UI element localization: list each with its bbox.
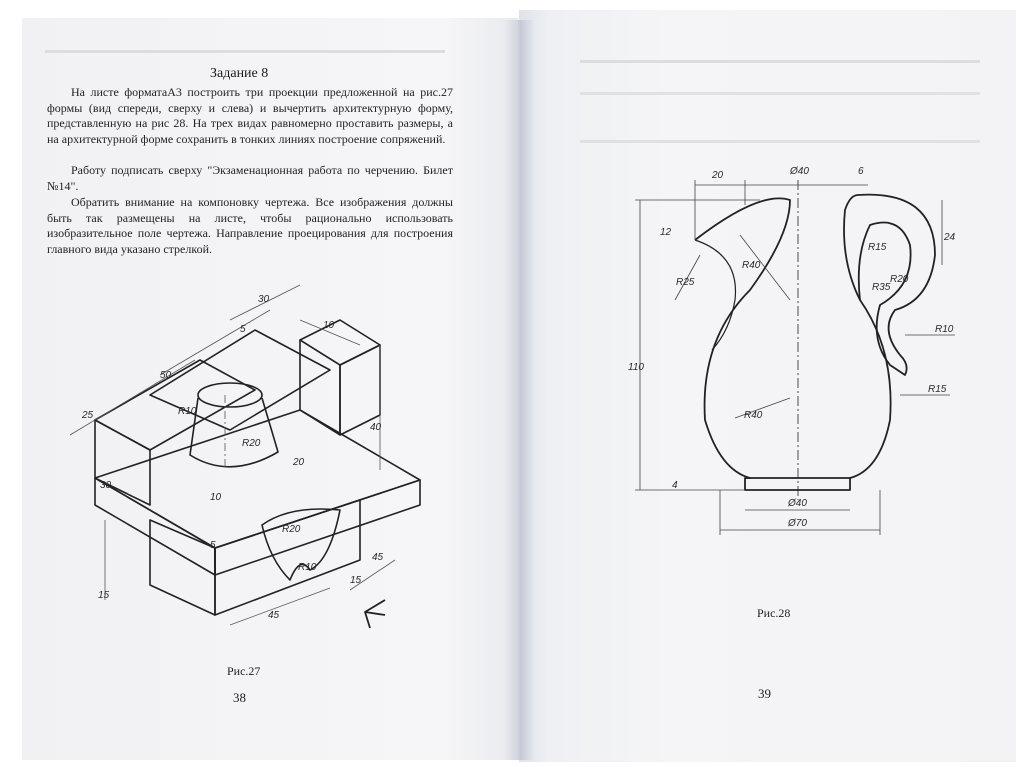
dimension-line: [160, 310, 270, 375]
figure-caption-28: Рис.28: [757, 606, 791, 620]
dim-label: R20: [890, 274, 909, 285]
dim-label: 20: [712, 170, 724, 181]
dim-label: R10: [178, 406, 197, 417]
page-number-left: 38: [233, 690, 246, 705]
dim-label: 10: [323, 320, 335, 331]
dim-label: 45: [268, 610, 280, 621]
upper-plate: [150, 330, 330, 430]
vase-drawing: [635, 180, 955, 535]
task-paragraph-3: Обратить внимание на компоновку чертежа. Все изображения должны быть так размещены на листе, чтобы рационально использовать изобразительное поле чертежа. Направление проецирования для построения главного вида указано стрелкой.: [47, 195, 453, 256]
projection-direction-arrow: [365, 600, 385, 628]
dim-label: R35: [872, 282, 891, 293]
task-paragraph-2: Работу подписать сверху "Экзаменационная работа по черчению. Билет №14".: [47, 163, 453, 193]
spout-inner-curve: [695, 240, 736, 350]
dim-label: R20: [282, 524, 301, 535]
fig27-dimension-labels: [81, 294, 384, 621]
dim-label: Ø40: [790, 166, 809, 177]
dim-label: 24: [944, 232, 956, 243]
dim-label: R40: [742, 260, 761, 271]
dim-label: 40: [370, 422, 382, 433]
front-block-left: [150, 520, 215, 615]
left-riser-top: [95, 360, 255, 450]
dim-label: 5: [240, 324, 246, 335]
page-number-right: 39: [758, 686, 771, 701]
dim-label: 6: [858, 166, 864, 177]
dim-label: 30: [258, 294, 270, 305]
dim-label: 10: [210, 492, 222, 503]
vase-outline: [695, 195, 891, 490]
task-title: Задание 8: [210, 66, 269, 81]
dim-label: 30: [100, 480, 112, 491]
dim-label: R10: [298, 562, 317, 573]
base-left-face: [95, 478, 215, 575]
dim-label: 110: [628, 362, 644, 373]
dim-label: R20: [242, 438, 261, 449]
dim-label: R10: [935, 324, 954, 335]
dim-label: 20: [293, 457, 305, 468]
dim-label: 5: [210, 540, 216, 551]
dim-label: Ø40: [788, 498, 807, 509]
dim-label: R15: [868, 242, 887, 253]
dim-label: 45: [372, 552, 384, 563]
dim-label: 4: [672, 480, 678, 491]
dim-label: 50: [160, 370, 172, 381]
dim-label: 15: [350, 575, 362, 586]
isometric-part-drawing: [70, 285, 420, 628]
dim-label: 12: [660, 227, 672, 238]
dimension-line: [230, 588, 330, 625]
dim-label: R40: [744, 410, 763, 421]
base-right-face: [215, 480, 420, 575]
fig28-dimension-labels: [628, 166, 956, 529]
back-block-top: [300, 320, 380, 365]
task-paragraph-1: На листе форматаА3 построить три проекции предложенной на рис.27 формы (вид спереди, сверху и слева) и вычертить архитектурную форму, представленную на рис 28. На трех видах равномерно проставить размеры, а на архитектурной форме сохранить в тонких линиях построение сопряжений.: [47, 85, 453, 146]
dim-label: R15: [928, 384, 947, 395]
dim-label: Ø70: [788, 518, 807, 529]
dimension-line: [70, 360, 195, 435]
dim-label: 25: [82, 410, 94, 421]
dim-label: 15: [98, 590, 110, 601]
figure-caption-27: Рис.27: [227, 664, 261, 678]
dim-label: R25: [676, 277, 695, 288]
